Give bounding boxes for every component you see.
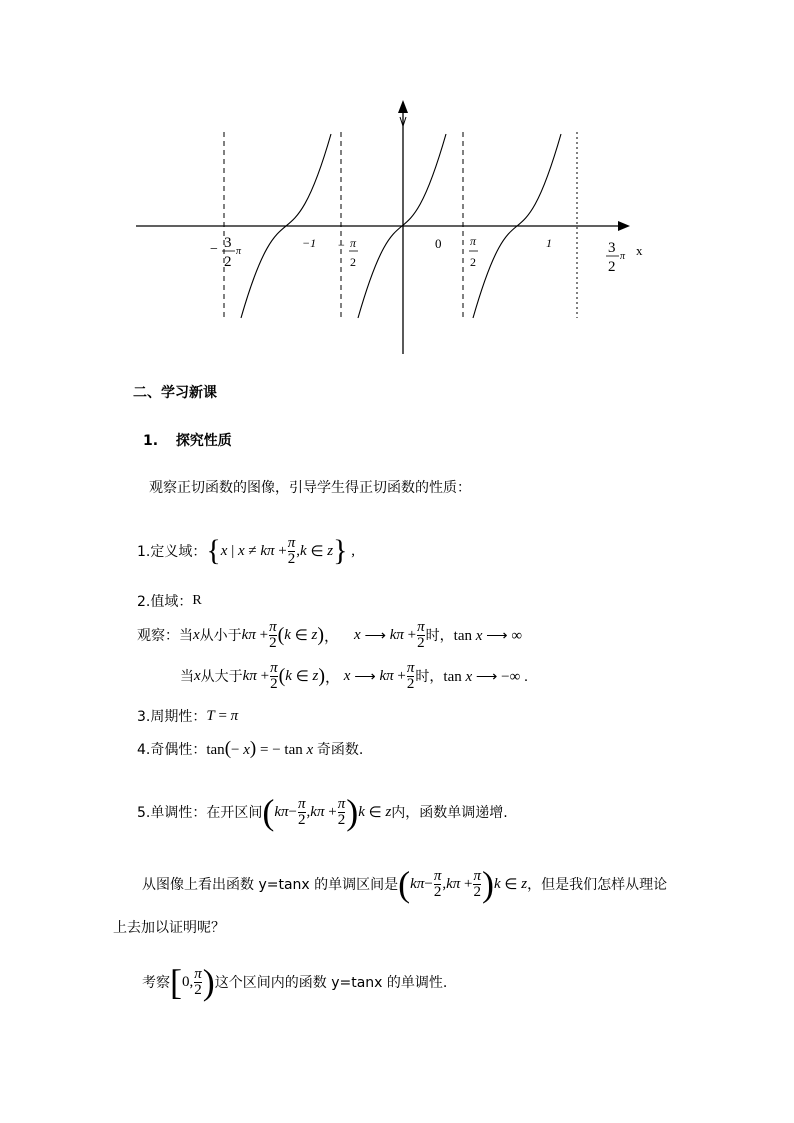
observe-1-time: 时， (425, 628, 454, 644)
tick-pos-three-half-pi: π (620, 251, 626, 262)
tick-pos-three-half-num: 3 (608, 240, 616, 256)
question-line-1: 从图像上看出函数 y=tanx 的单调区间是 ( kπ − $\frac{\pi}{2}$ , kπ + $\frac{\pi}{2}$ ) k ∈ z ，但是我们怎样从理论 (142, 864, 668, 904)
section-heading: 二、学习新课 (133, 385, 217, 401)
tick-pos-half-pi-num: π (470, 234, 477, 248)
tick-neg-three-half-sign: − (210, 242, 218, 257)
subsection-heading (143, 430, 232, 450)
subsection-title: 探究性质 (175, 433, 232, 449)
intro-text: 观察正切函数的图像，引导学生得正切函数的性质： (149, 480, 471, 496)
tick-neg-three-half-pi: π (236, 246, 242, 257)
domain-label: 1.定义域： (137, 544, 207, 560)
question-part1: 从图像上看出函数 y=tanx 的单调区间是 (142, 877, 399, 893)
range-line (137, 591, 202, 611)
observe-line-1: 观察： 当 x 从小于 kπ + $\frac{\pi}{2}$ ( k ∈ z ) ， x ⟶ kπ + $\frac{\pi}{2}$ 时， tan x ⟶ ∞ (137, 618, 523, 651)
subsection-number: 1. (143, 433, 159, 449)
question-line-2: 上去加以证明呢？ (113, 920, 225, 936)
examine-line: 考察 [ 0, $\frac{\pi}{2}$ ) 这个区间内的函数 y=tanx 的单调性. (142, 962, 448, 1002)
examine-suffix: 这个区间内的函数 y=tanx 的单调性. (214, 975, 448, 991)
domain-formula: { x | x ≠ kπ + $\frac{\pi}{2}$ , k ∈ z } , (206, 534, 356, 567)
tick-neg-half-pi-sign: − (338, 238, 345, 252)
mono-line: 5.单调性：在开区间 ( kπ − $\frac{\pi}{2}$ , kπ + $\frac{\pi}{2}$ ) k ∈ z 内，函数单调递增. (137, 792, 508, 832)
range-label: 2.值域： (137, 594, 193, 610)
range-value: R (192, 593, 202, 608)
tick-neg-three-half-den: 2 (224, 254, 232, 270)
observe-2-from: 从大于 (200, 669, 243, 685)
tangent-graph (0, 0, 794, 370)
observe-label: 观察： (137, 628, 179, 644)
tick-neg-one: −1 (302, 236, 317, 250)
observe-2-when: 当 (180, 669, 194, 685)
tick-zero: 0 (435, 236, 442, 251)
y-axis-arrow (398, 100, 408, 113)
observe-2-time: 时， (415, 669, 444, 685)
tick-neg-half-pi-den: 2 (350, 255, 356, 269)
x-axis-arrow (618, 221, 630, 231)
period-label: 3.周期性： (137, 709, 207, 725)
parity-suffix: 奇函数. (316, 742, 364, 758)
tick-neg-half-pi-num: π (350, 236, 357, 250)
tick-neg-three-half-num: 3 (224, 235, 232, 251)
domain-line (137, 531, 355, 571)
tick-pos-half-pi-den: 2 (470, 255, 476, 269)
observe-line-2: 当 x 从大于 kπ + $\frac{\pi}{2}$ ( k ∈ z ) ， x ⟶ kπ + $\frac{\pi}{2}$ 时， tan x ⟶ −∞ . (180, 659, 528, 692)
tick-pos-three-half-den: 2 (608, 259, 616, 275)
observe-1-when: 当 (179, 628, 193, 644)
mono-label: 5.单调性：在开区间 (137, 805, 263, 821)
question-part2: ，但是我们怎样从理论 (527, 877, 668, 893)
parity-label: 4.奇偶性： (137, 742, 207, 758)
mono-suffix: 内，函数单调递增. (391, 805, 508, 821)
period-line: 3.周期性： T = π (137, 707, 239, 725)
observe-1-from: 从小于 (199, 628, 242, 644)
tick-pos-one: 1 (546, 236, 552, 250)
x-axis-label: x (636, 243, 643, 258)
examine-prefix: 考察 (142, 975, 170, 991)
parity-line: 4.奇偶性： tan(− x) = − tan x 奇函数. (137, 738, 364, 759)
